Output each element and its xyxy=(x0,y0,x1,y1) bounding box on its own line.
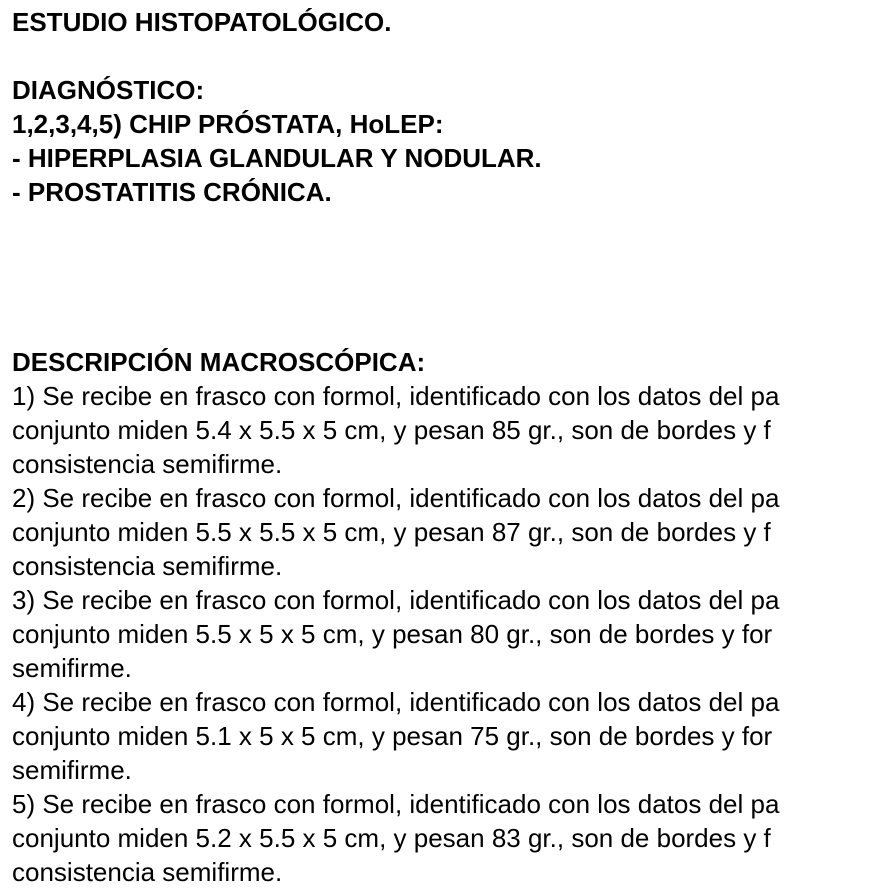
document-title: ESTUDIO HISTOPATOLÓGICO. xyxy=(12,7,392,37)
macroscopic-heading: DESCRIPCIÓN MACROSCÓPICA: xyxy=(12,347,426,377)
macroscopic-line: 2) Se recibe en frasco con formol, identificado con los datos del pa xyxy=(12,483,780,513)
macroscopic-line: 4) Se recibe en frasco con formol, identificado con los datos del pa xyxy=(12,687,780,717)
macroscopic-line: conjunto miden 5.2 x 5.5 x 5 cm, y pesan 83 gr., son de bordes y f xyxy=(12,823,771,853)
macroscopic-line: conjunto miden 5.4 x 5.5 x 5 cm, y pesan 85 gr., son de bordes y f xyxy=(12,415,771,445)
macroscopic-line: conjunto miden 5.5 x 5 x 5 cm, y pesan 80 gr., son de bordes y for xyxy=(12,619,773,649)
macroscopic-line: semifirme. xyxy=(12,653,132,683)
macroscopic-line: 3) Se recibe en frasco con formol, identificado con los datos del pa xyxy=(12,585,780,615)
macroscopic-line: 5) Se recibe en frasco con formol, identificado con los datos del pa xyxy=(12,789,780,819)
macroscopic-line: semifirme. xyxy=(12,755,132,785)
macroscopic-line: 1) Se recibe en frasco con formol, identificado con los datos del pa xyxy=(12,381,780,411)
macroscopic-line: conjunto miden 5.1 x 5 x 5 cm, y pesan 75 gr., son de bordes y for xyxy=(12,721,773,751)
diagnosis-line: - HIPERPLASIA GLANDULAR Y NODULAR. xyxy=(12,143,542,173)
macroscopic-line: consistencia semifirme. xyxy=(12,449,283,479)
macroscopic-line: consistencia semifirme. xyxy=(12,857,283,887)
diagnosis-heading: DIAGNÓSTICO: xyxy=(12,75,205,105)
diagnosis-line: - PROSTATITIS CRÓNICA. xyxy=(12,177,332,207)
macroscopic-line: consistencia semifirme. xyxy=(12,551,283,581)
macroscopic-line: conjunto miden 5.5 x 5.5 x 5 cm, y pesan 87 gr., son de bordes y f xyxy=(12,517,771,547)
diagnosis-line: 1,2,3,4,5) CHIP PRÓSTATA, HoLEP: xyxy=(12,109,444,139)
